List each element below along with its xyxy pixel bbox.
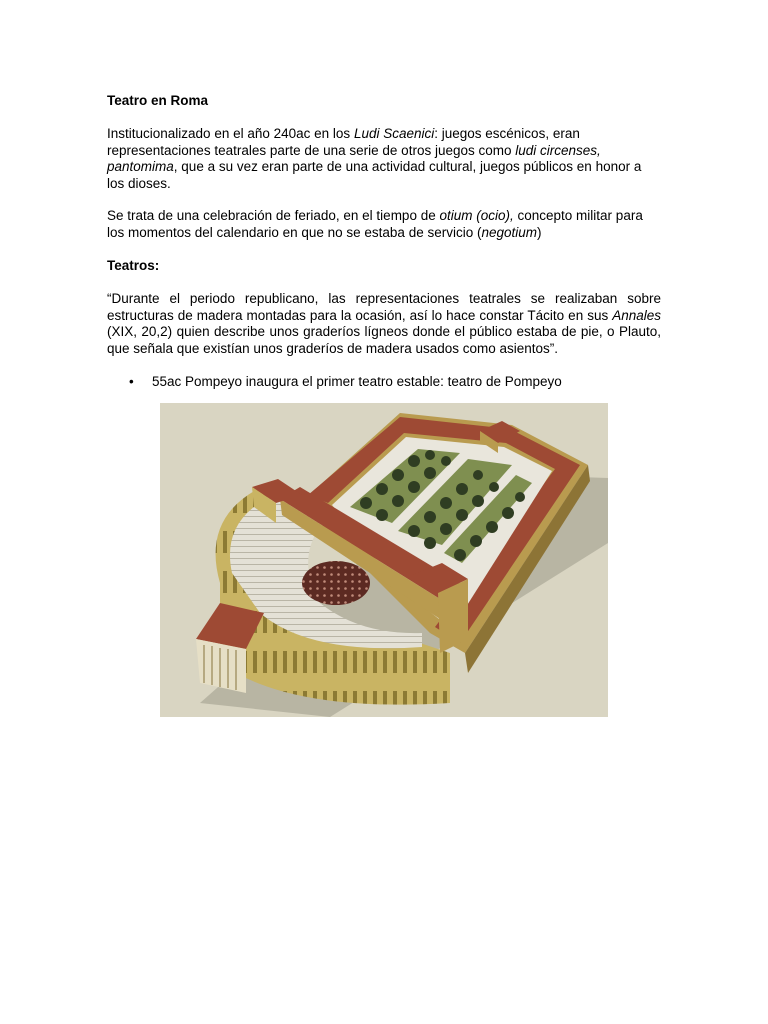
quote-paragraph <box>107 291 661 357</box>
orchestra <box>302 561 370 605</box>
bullet-marker: • <box>129 374 134 389</box>
list-item <box>107 373 661 390</box>
p1-text-e: , que a su vez eran parte de una actividad cultural, juegos públicos en honor a los dioses. <box>107 159 642 191</box>
paragraph-otium <box>107 208 661 241</box>
p2-text-b: otium (ocio), <box>439 208 514 223</box>
p2-text-a: Se trata de una celebración de feriado, en el tiempo de <box>107 208 440 223</box>
p2-text-c: concepto militar para los momentos del calendario en que no se estaba de servicio ( <box>107 208 643 240</box>
p2-text-d: negotium <box>481 224 538 240</box>
quote-text-b: Annales <box>612 307 661 323</box>
bullet-text: 55ac Pompeyo inaugura el primer teatro estable: teatro de Pompeyo <box>152 374 562 389</box>
quote-text-a: “Durante el periodo republicano, las representaciones teatrales se realizaban sobre estructuras de madera montadas para la ocasión, así lo hace constar Tácito en sus <box>107 291 661 323</box>
theatre-illustration-svg <box>160 403 608 717</box>
paragraph-ludi-scaenici <box>107 126 661 192</box>
p1-text-c: : juegos escénicos, eran representaciones teatrales parte de una serie de otros juegos como <box>107 126 580 158</box>
p1-text-d: ludi circenses, pantomima <box>107 142 601 174</box>
p2-text-e: ) <box>537 224 542 240</box>
bullet-list <box>107 373 661 390</box>
document-title: Teatro en Roma <box>107 93 209 108</box>
p1-text-a: Institucionalizado en el año 240ac en los <box>107 126 354 141</box>
p1-text-b: Ludi Scaenici <box>353 126 435 141</box>
document-page <box>107 92 661 390</box>
section-heading-teatros: Teatros: <box>107 258 160 273</box>
quote-text-c: (XIX, 20,2) quien describe unos graderíos lígneos donde el público estaba de pie, o Plauto, que señala que existían unos graderíos de madera usados como asientos”. <box>107 324 661 356</box>
theatre-of-pompey-illustration <box>160 403 608 717</box>
